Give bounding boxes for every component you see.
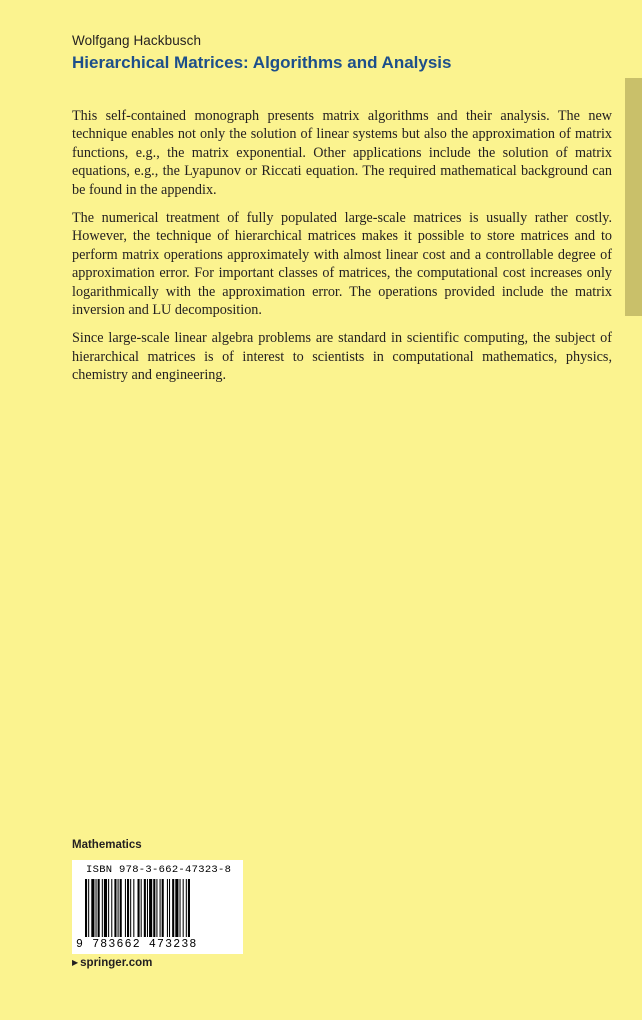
ean-digits: 9 783662 473238 (76, 938, 198, 951)
barcode-bar (169, 879, 170, 937)
barcode-bar (147, 879, 148, 937)
blurb-paragraph: This self-contained monograph presents matrix algorithms and their analysis. The new technique enables not only the solution of linear systems but also the approximation of matrix functions, e.g., the matrix exponential. Other applications include the solution of matrix equations, e.g., the Lyapunov or Riccati equation. The required mathematical background can be found in the appendix. (72, 108, 612, 198)
barcode-bar (111, 879, 112, 937)
barcode-bar (127, 879, 129, 937)
barcode-bar (130, 879, 131, 937)
springer-link-text: springer.com (80, 957, 153, 969)
barcode-bar (188, 879, 190, 937)
barcode-bar (167, 879, 168, 937)
barcode-bar (183, 879, 184, 937)
arrow-right-icon: ▶ (72, 958, 79, 967)
barcode-icon (85, 879, 231, 939)
barcode-bar (96, 879, 97, 937)
barcode-bar (160, 879, 161, 937)
isbn-label: ISBN 978-3-662-47323-8 (86, 864, 232, 876)
barcode-bar (141, 879, 142, 937)
barcode-bar (156, 879, 157, 937)
barcode-bar (162, 879, 164, 937)
barcode-bar (149, 879, 152, 937)
subject-label: Mathematics (72, 839, 142, 851)
barcode-bar (172, 879, 174, 937)
barcode-bar (133, 879, 134, 937)
barcode-bar (175, 879, 178, 937)
barcode-bar (138, 879, 140, 937)
spine-tab (625, 78, 642, 316)
barcode-bar (102, 879, 103, 937)
barcode-bar (180, 879, 181, 937)
barcode-bar (108, 879, 109, 937)
barcode-bar (85, 879, 87, 937)
blurb-paragraph: Since large-scale linear algebra problems are standard in scientific computing, the subject of hierarchical matrices is of interest to scientists in computational mathematics, physics, chemistry and engineering. (72, 330, 612, 384)
blurb-paragraph: The numerical treatment of fully populated large-scale matrices is usually rather costly. However, the technique of hierarchical matrices makes it possible to store matrices and to perform matrix operations approximately with almost linear cost and a controllable degree of approximation error. For important classes of matrices, the computational cost increases only logarithmically with the approximation error. The operations provided include the matrix inversion and LU decomposition. (72, 210, 612, 319)
barcode-bar (120, 879, 122, 937)
barcode-bar (104, 879, 107, 937)
barcode-box (72, 860, 243, 954)
springer-link[interactable] (72, 957, 152, 969)
barcode-bar (186, 879, 187, 937)
barcode-bar (153, 879, 155, 937)
author-name: Wolfgang Hackbusch (72, 33, 202, 48)
barcode-bar (88, 879, 89, 937)
barcode-bar (118, 879, 119, 937)
blurb (72, 107, 612, 395)
barcode-bar (114, 879, 116, 937)
barcode-bar (125, 879, 126, 937)
barcode-bar (98, 879, 100, 937)
book-title: Hierarchical Matrices: Algorithms and Analysis (72, 53, 452, 72)
barcode-bar (91, 879, 94, 937)
barcode-bar (144, 879, 146, 937)
